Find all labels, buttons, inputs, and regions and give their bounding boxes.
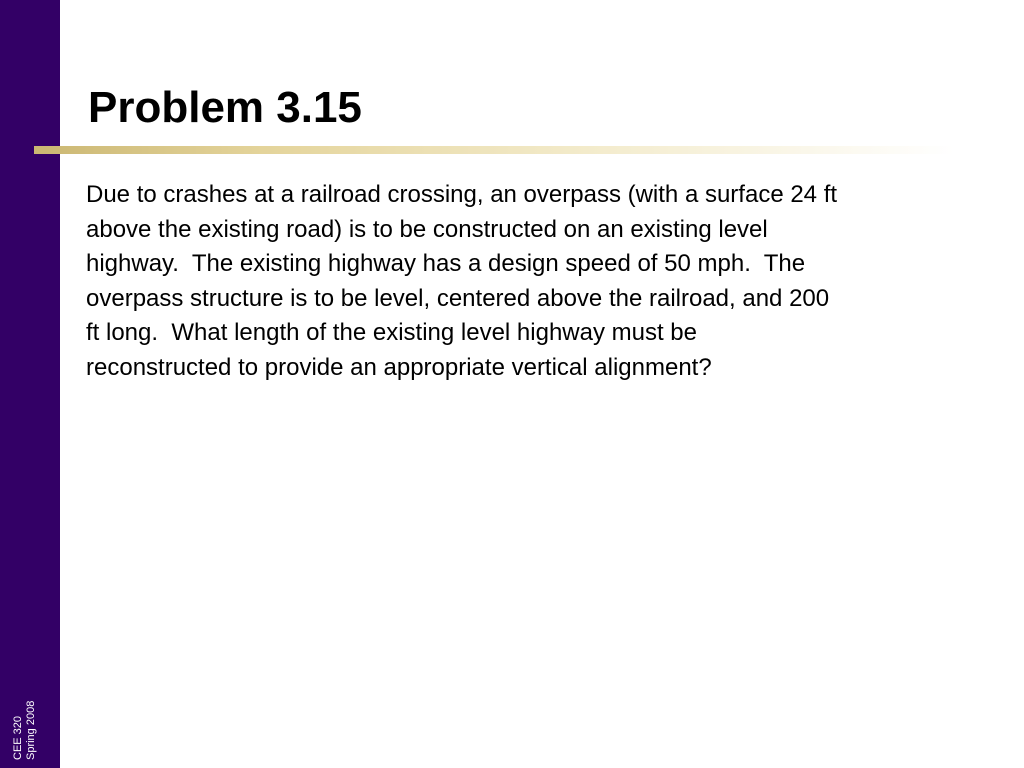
- problem-text: [86, 178, 986, 385]
- problem-text-line: ft long. What length of the existing level highway must be: [86, 319, 698, 346]
- problem-text-line: above the existing road) is to be constructed on an existing level: [86, 215, 768, 243]
- slide-title: Problem 3.15: [88, 83, 362, 132]
- problem-text-line: reconstructed to provide an appropriate vertical alignment?: [86, 353, 712, 381]
- problem-text-line: overpass structure is to be level, centered above the railroad, and 200: [86, 284, 830, 312]
- sidebar-caption: [12, 676, 48, 760]
- sidebar-band: [0, 0, 60, 768]
- problem-text-line: highway. The existing highway has a design speed of 50 mph. The: [86, 250, 806, 277]
- title-divider: [34, 146, 954, 154]
- problem-text-line: Due to crashes at a railroad crossing, an overpass (with a surface 24 ft: [86, 181, 838, 208]
- term-label: Spring 2008: [25, 700, 37, 760]
- course-label: CEE 320: [12, 715, 24, 760]
